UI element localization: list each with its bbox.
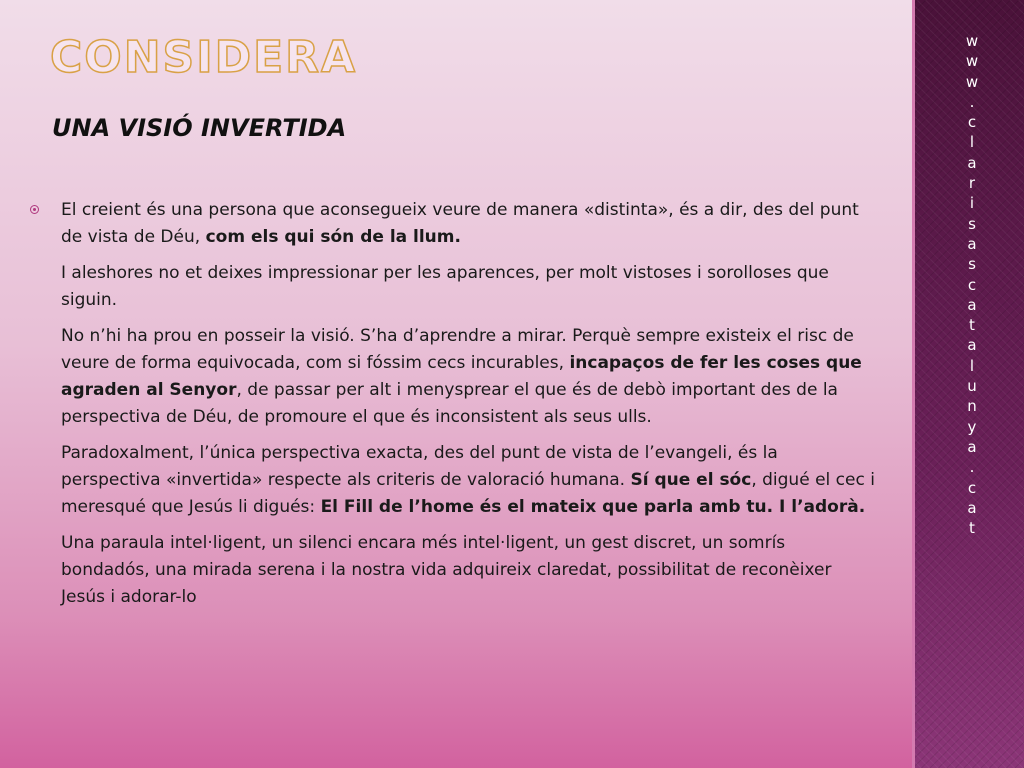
url-char: . bbox=[969, 458, 975, 477]
paragraph bbox=[61, 530, 875, 611]
circle-bullet-icon bbox=[30, 205, 39, 214]
bold-text: Sí que el sóc bbox=[630, 470, 752, 490]
paragraph bbox=[61, 440, 875, 521]
paragraph bbox=[61, 197, 875, 251]
slide-subtitle: UNA VISIÓ INVERTIDA bbox=[52, 114, 347, 142]
url-char: c bbox=[967, 478, 977, 497]
url-char: . bbox=[969, 92, 975, 111]
url-char: l bbox=[969, 356, 975, 375]
bold-text: com els qui són de la llum. bbox=[205, 227, 461, 247]
url-char: s bbox=[968, 255, 976, 274]
slide-title: CONSIDERA bbox=[50, 32, 358, 83]
url-char: a bbox=[967, 234, 977, 253]
url-char: w bbox=[965, 72, 979, 91]
text-run: , de passar per alt i menysprear el que és de debò important des de la perspectiva de Déu, de promoure el que és inconsistent als seus ulls. bbox=[61, 380, 838, 427]
text-run: I aleshores no et deixes impressionar per les aparences, per molt vistoses i sorolloses que siguin. bbox=[61, 263, 829, 310]
sidebar-url-vertical bbox=[954, 31, 990, 538]
url-char: s bbox=[968, 214, 976, 233]
url-char: a bbox=[967, 498, 977, 517]
text-run: No n’hi ha prou en posseir la visió. S’ha d’aprendre a mirar. Perquè sempre existeix el risc de veure de forma equivocada, com si fóssim cecs incurables, bbox=[61, 326, 854, 373]
url-char: a bbox=[967, 295, 977, 314]
paragraph-list bbox=[30, 197, 875, 611]
text-run: El creient és una persona que aconsegueix veure de manera «distinta», és a dir, des del punt de vista de Déu, bbox=[61, 200, 859, 247]
url-char: l bbox=[969, 133, 975, 152]
url-char: a bbox=[967, 153, 977, 172]
url-char: u bbox=[967, 377, 977, 396]
url-char: c bbox=[967, 113, 977, 132]
bold-text: incapaços de fer les coses que agraden al Senyor bbox=[61, 353, 862, 400]
paragraph bbox=[61, 260, 875, 314]
url-char: a bbox=[967, 437, 977, 456]
text-run: Una paraula intel·ligent, un silenci encara més intel·ligent, un gest discret, un somrís bondadós, una mirada serena i la nostra vida adquireix claredat, possibilitat de reconèixer Jesús i adorar-lo bbox=[61, 533, 832, 607]
slide-content bbox=[30, 197, 875, 620]
url-char: i bbox=[969, 194, 975, 213]
url-char: w bbox=[965, 52, 979, 71]
url-char: r bbox=[968, 174, 976, 193]
text-run: Paradoxalment, l’única perspectiva exacta, des del punt de vista de l’evangeli, és la perspectiva «invertida» respecte als criteris de valoració humana. bbox=[61, 443, 778, 490]
sidebar-panel bbox=[912, 0, 1024, 768]
url-char: y bbox=[967, 417, 977, 436]
url-char: a bbox=[967, 336, 977, 355]
bold-text: El Fill de l’home és el mateix que parla amb tu. I l’adorà. bbox=[320, 497, 866, 517]
url-char: n bbox=[967, 397, 977, 416]
url-char: t bbox=[969, 316, 975, 335]
url-char: c bbox=[967, 275, 977, 294]
url-char: t bbox=[969, 519, 975, 538]
text-run: , digué el cec i meresqué que Jesús li digués: bbox=[61, 470, 875, 517]
url-char: w bbox=[965, 32, 979, 50]
paragraph bbox=[61, 323, 875, 431]
